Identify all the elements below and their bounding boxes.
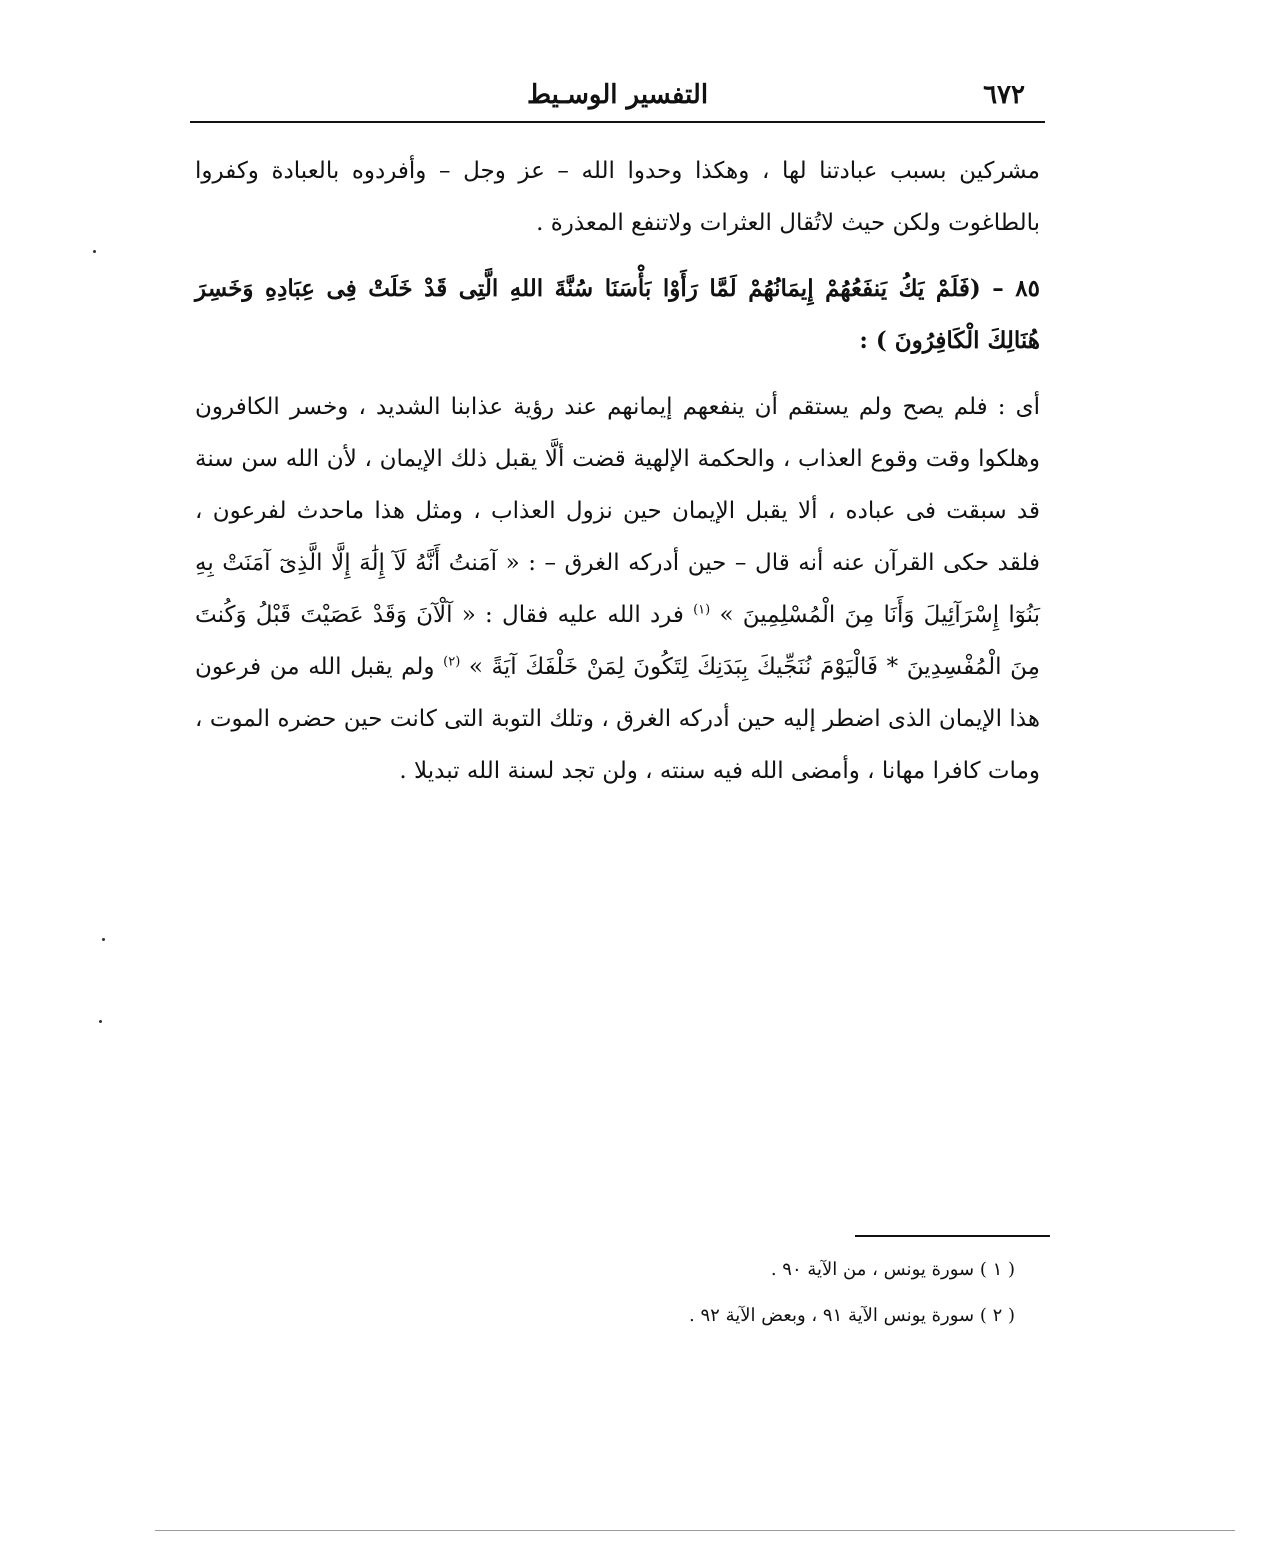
scan-speck xyxy=(102,938,105,941)
scan-speck xyxy=(99,1020,102,1023)
footnotes xyxy=(560,1258,1015,1350)
footnote-1: ( ١ ) سورة يونس ، من الآية ٩٠ . xyxy=(770,1259,1015,1280)
commentary-part-1: أى : فلم يصح ولم يستقم أن ينفعهم إيمانهم عند رؤية عذابنا الشديد ، وخسر الكافرون وهلكوا وقت وقوع العذاب ، والحكمة الإلهية قضت ألَّا يقبل ذلك الإيمان ، لأن الله سن سنة قد سبقت فى عباده ، ألا يقبل الإيمان حين نزول العذاب ، ومثل هذا ماحدث لفرعون ، فلقد حكى القرآن عنه أنه قال – حين أدركه الغرق – : « آمَنتُ أَنَّهُ لَآ إِلَٰهَ إِلَّا الَّذِىٓ آمَنَتْ بِهِ بَنُوٓا إِسْرَآئِيلَ وَأَنَا مِنَ الْمُسْلِمِينَ » xyxy=(195,394,1041,628)
footnote-marker-1: (١) xyxy=(693,602,711,618)
footnote-marker-2: (٢) xyxy=(443,654,461,670)
main-text xyxy=(195,145,1040,811)
paragraph-1: مشركين بسبب عبادتنا لها ، وهكذا وحدوا الله – عز وجل – وأفردوه بالعبادة وكفروا بالطاغوت ولكن حيث لاتُقال العثرات ولاتنفع المعذرة . xyxy=(195,158,1040,236)
scan-edge-line xyxy=(155,1530,1235,1531)
footnote-rule xyxy=(855,1235,1050,1237)
commentary-part-3: ولم يقبل الله من فرعون هذا الإيمان الذى اضطر إليه حين أدركه الغرق ، وتلك التوبة التى كانت حين حضره الموت ، ومات كافرا مهانا ، وأمضى الله فيه سنته ، ولن تجد لسنة الله تبديلا . xyxy=(195,654,1040,784)
commentary-paragraph xyxy=(195,381,1040,797)
verse-85: ٨٥ – (فَلَمْ يَكُ يَنفَعُهُمْ إِيمَانُهُمْ لَمَّا رَأَوْا بَأْسَنَا سُنَّةَ اللهِ الَّتِى قَدْ خَلَتْ فِى عِبَادِهِ وَخَسِرَ هُنَالِكَ الْكَافِرُونَ ) : xyxy=(195,275,1040,354)
commentary-part-2: فرد الله عليه فقال : « آلْآنَ وَقَدْ عَصَيْتَ قَبْلُ وَكُنتَ مِنَ الْمُفْسِدِينَ * فَالْيَوْمَ نُنَجِّيكَ بِبَدَنِكَ لِتَكُونَ لِمَنْ خَلْفَكَ آيَةً » xyxy=(195,602,1040,680)
scan-speck xyxy=(93,250,96,253)
header-rule xyxy=(190,121,1045,123)
running-title: التفسير الوسـيط xyxy=(526,80,709,110)
footnote-2: ( ٢ ) سورة يونس الآية ٩١ ، وبعض الآية ٩٢ . xyxy=(689,1305,1015,1326)
page-number: ٦٧٢ xyxy=(983,80,1025,110)
page-header xyxy=(190,78,1045,118)
